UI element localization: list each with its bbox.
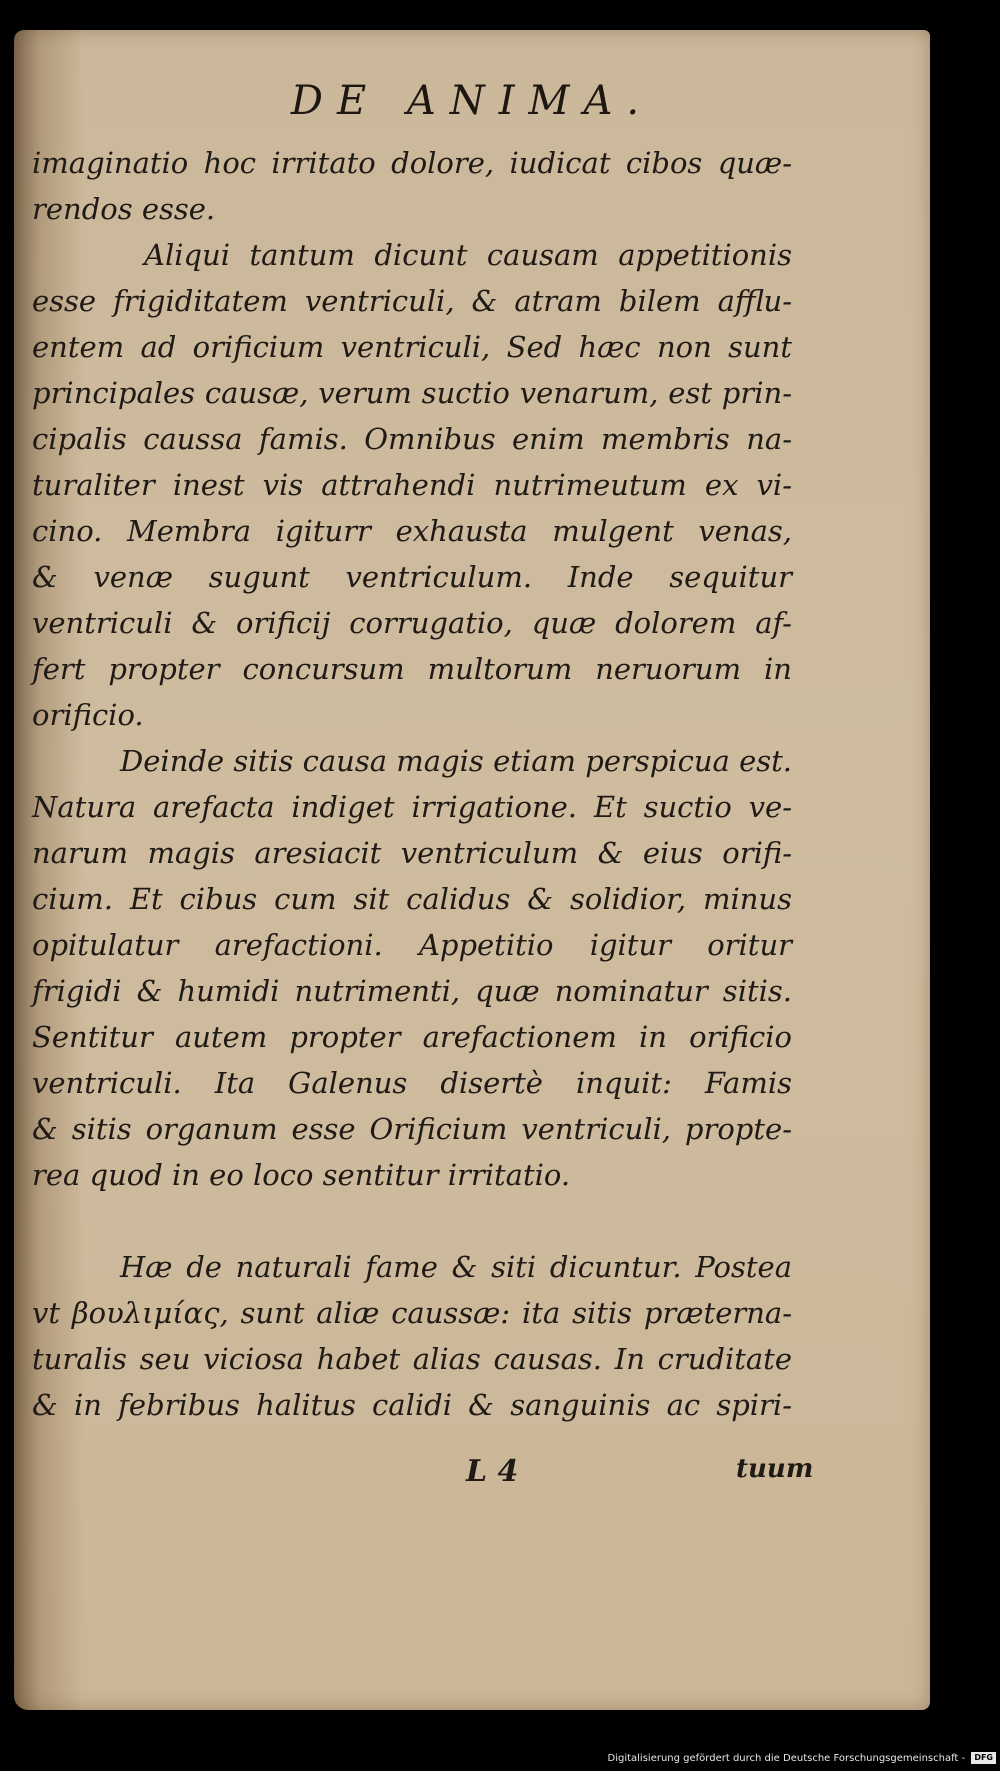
text-line: Aliqui tantum dicunt causam appetitionis — [144, 238, 792, 272]
text-line: ventriculi & orificij corrugatio, quæ dolorem af- — [32, 606, 792, 640]
text-line: ventriculi. Ita Galenus disertè inquit: Famis — [32, 1066, 792, 1100]
catchword: tuum — [736, 1454, 814, 1484]
text-line: cium. Et cibus cum sit calidus & solidior, minus — [32, 882, 792, 916]
text-line: Sentitur autem propter arefactionem in orificio — [32, 1020, 792, 1054]
text-line: opitulatur arefactioni. Appetitio igitur oritur — [32, 928, 792, 962]
credit-text: Digitalisierung gefördert durch die Deutsche Forschungsgemeinschaft - — [607, 1753, 966, 1764]
text-line: fert propter concursum multorum neruorum in — [32, 652, 792, 686]
paragraph-gap — [32, 1198, 792, 1244]
text-line: & sitis organum esse Orificium ventriculi, propte- — [32, 1112, 792, 1146]
text-line: narum magis aresiacit ventriculum & eius orifi- — [32, 836, 792, 870]
running-title: DE ANIMA. — [290, 78, 654, 124]
body-text — [32, 140, 792, 1428]
page-footer — [14, 1454, 930, 1494]
text-line: Hæ de naturali fame & siti dicuntur. Postea — [120, 1250, 792, 1284]
text-line: rea quod in eo loco sentitur irritatio. — [32, 1158, 571, 1192]
text-line: cipalis caussa famis. Omnibus enim membris na- — [32, 422, 792, 456]
text-line: orificio. — [32, 698, 144, 732]
text-line: esse frigiditatem ventriculi, & atram bilem afflu- — [32, 284, 792, 318]
text-line: Natura arefacta indiget irrigatione. Et suctio ve- — [32, 790, 792, 824]
dfg-logo-icon: DFG — [971, 1752, 996, 1764]
text-line: turalis seu viciosa habet alias causas. In cruditate — [32, 1342, 792, 1376]
text-line: principales causæ, verum suctio venarum, est prin- — [32, 376, 792, 410]
text-line: frigidi & humidi nutrimenti, quæ nominatur sitis. — [32, 974, 792, 1008]
text-line: cino. Membra igiturr exhausta mulgent venas, — [32, 514, 792, 548]
book-page — [14, 30, 930, 1710]
text-line: & venæ sugunt ventriculum. Inde sequitur — [32, 560, 792, 594]
text-line: rendos esse. — [32, 192, 216, 226]
text-line: Deinde sitis causa magis etiam perspicua est. — [120, 744, 792, 778]
text-line: vt βουλιμίας, sunt aliæ caussæ: ita sitis præterna- — [32, 1296, 792, 1330]
text-line: imaginatio hoc irritato dolore, iudicat cibos quæ- — [32, 146, 792, 180]
text-line: & in febribus halitus calidi & sanguinis ac spiri- — [32, 1388, 792, 1422]
digitization-credit — [608, 1751, 997, 1767]
signature-mark: L 4 — [466, 1454, 519, 1489]
text-line: turaliter inest vis attrahendi nutrimeutum ex vi- — [32, 468, 792, 502]
text-line: entem ad orificium ventriculi, Sed hæc non sunt — [32, 330, 792, 364]
